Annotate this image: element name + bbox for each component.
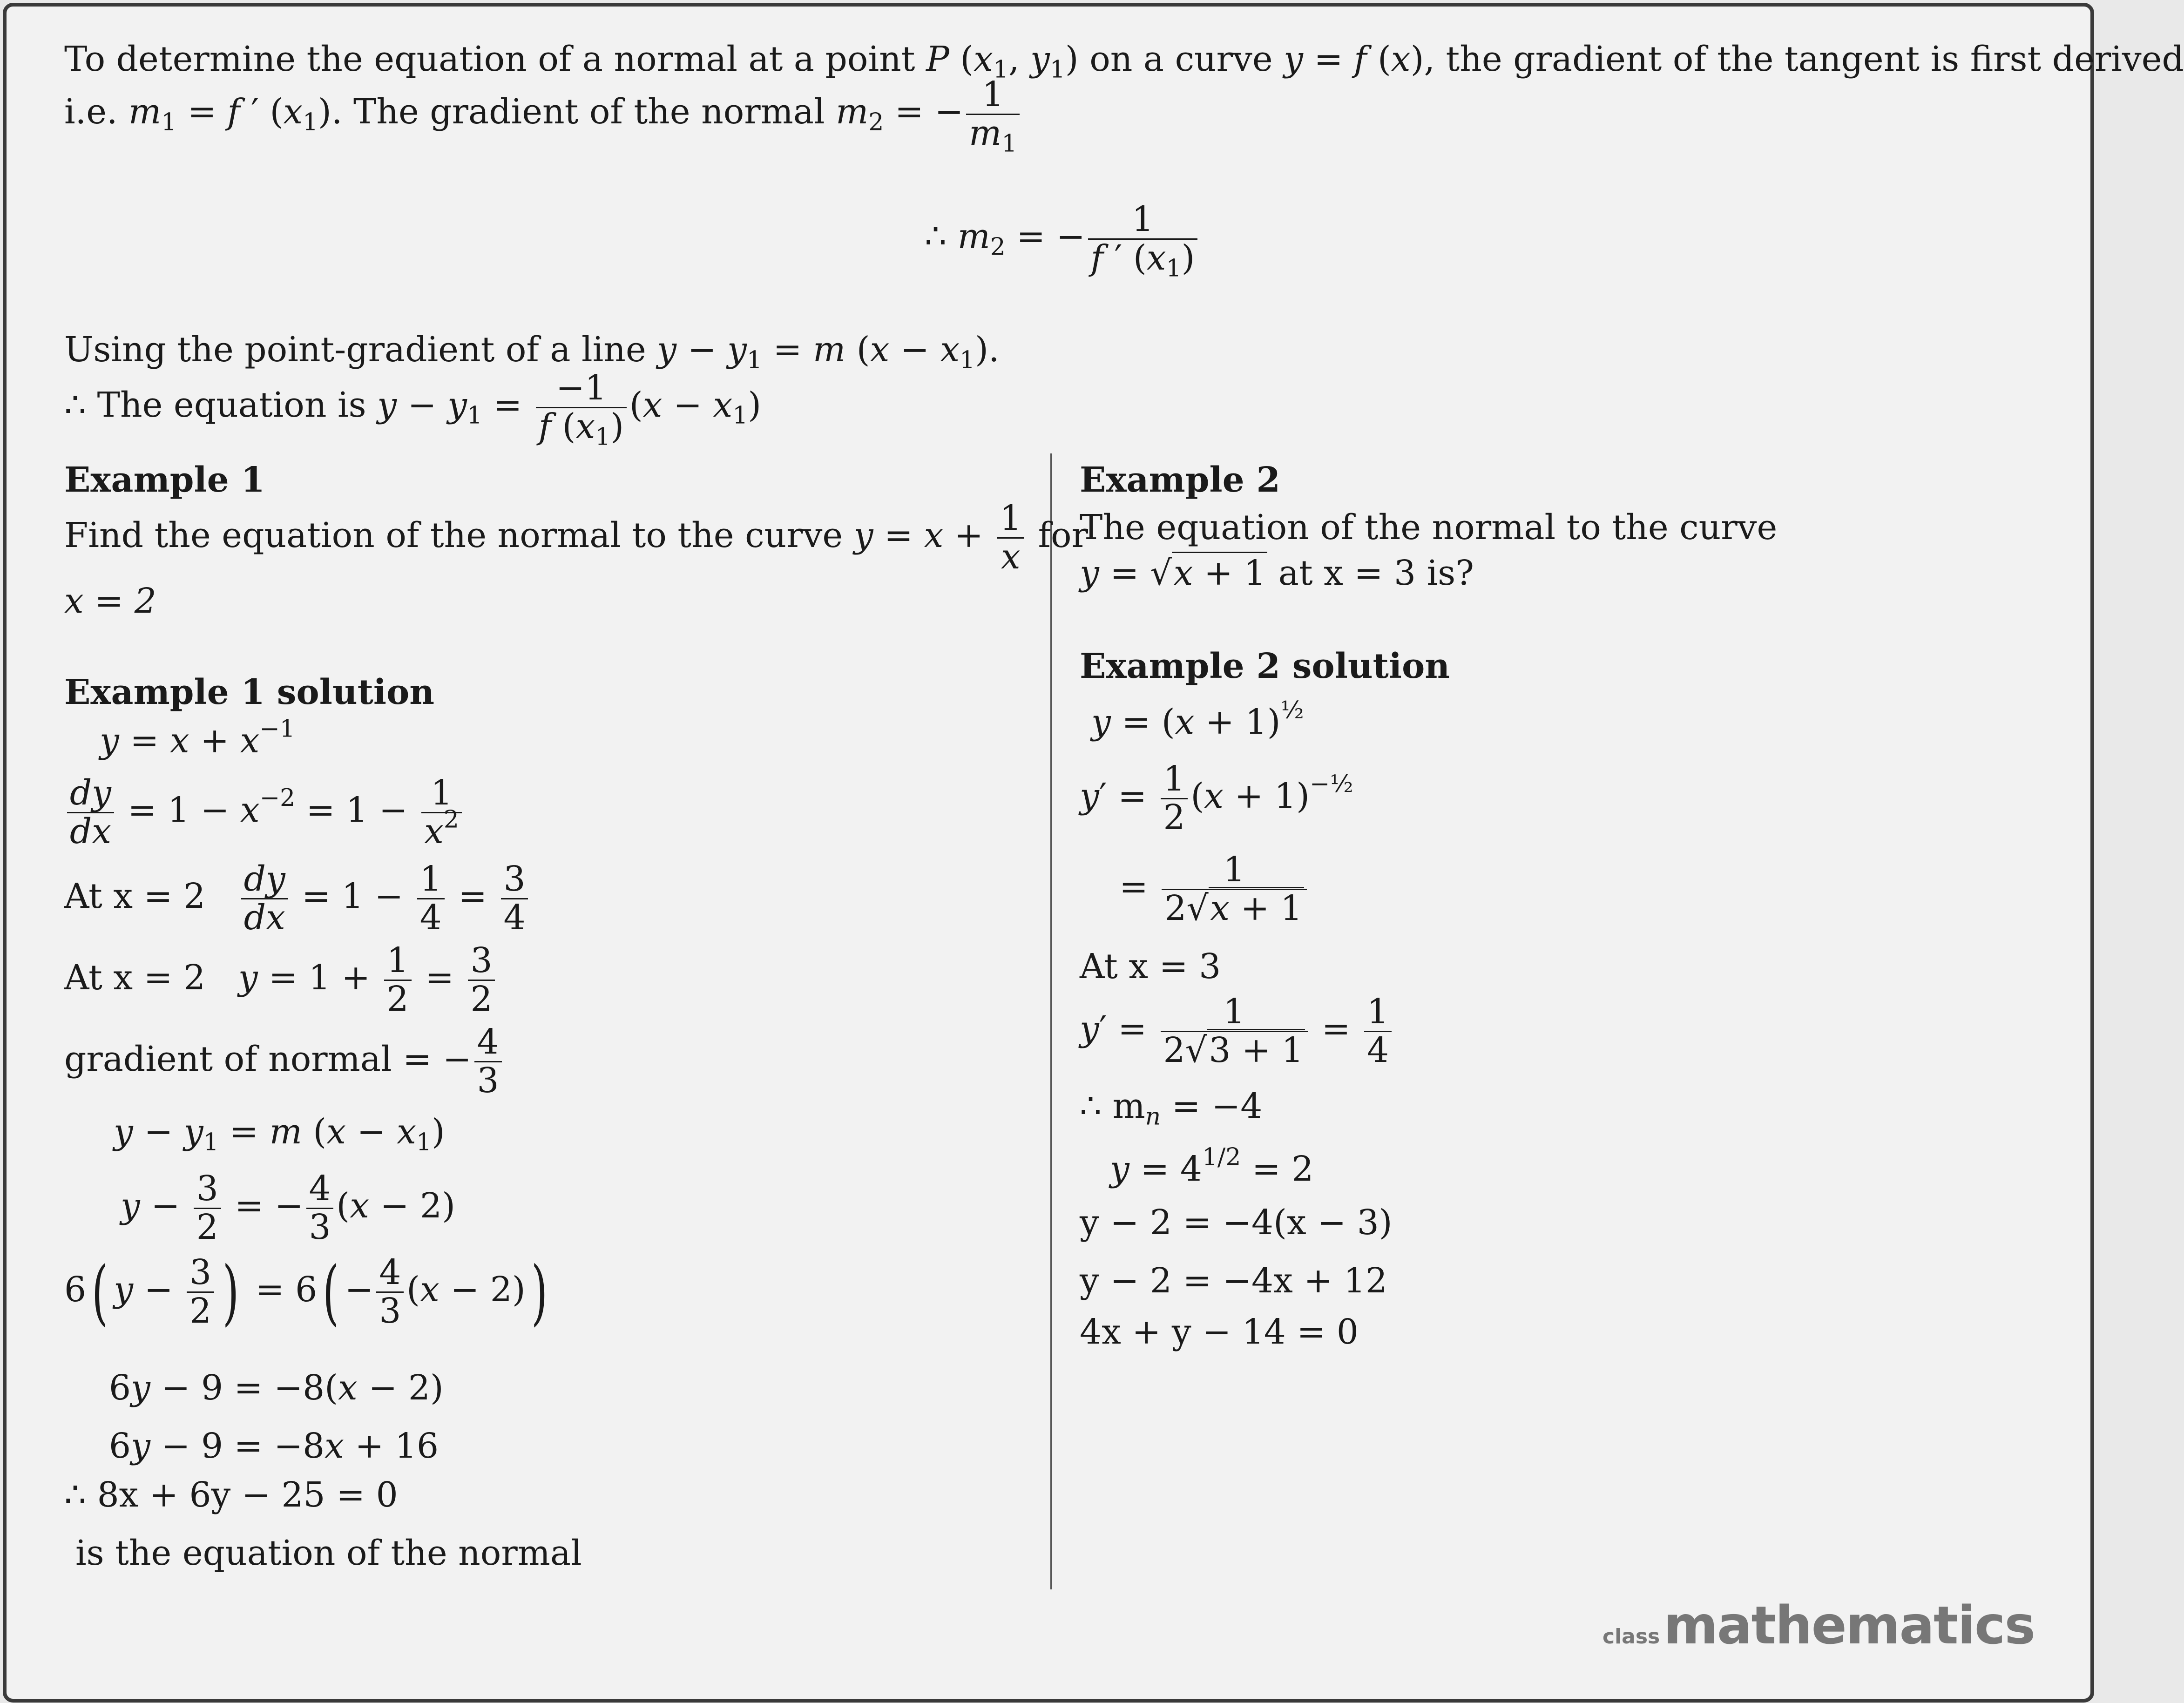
ex1-step-3: At x = 2 $\frac{dy}{dx}$ = 1 − $\frac{1}{4}$ = $\frac{3}{4}$ (64, 861, 531, 937)
ex2-at-x3: At x = 3 (1080, 946, 1221, 987)
example2-question-1: The equation of the normal to the curve (1080, 507, 1778, 547)
example1-heading: Example 1 (64, 460, 265, 500)
point-gradient-line: Using the point-gradient of a line $y - y_1 = m$ $(x - x_1)$. (64, 330, 1000, 374)
ex1-final-note: is the equation of the normal (75, 1533, 582, 1573)
ex2-step-9: 4x + y − 14 = 0 (1080, 1312, 1359, 1352)
ex1-step-1: $y = x + x^{-1}$ (100, 715, 295, 761)
example2-heading: Example 2 (1080, 460, 1280, 500)
normal-gradient-formula: ∴ $m_2$ = − $\frac{1}{f ' (x_1)}$ (925, 201, 1200, 277)
ex1-step-2: $\frac{dy}{dx}$ = $1 - x^{-2} = 1$ − $\frac{1}{x^2}$ (64, 775, 465, 851)
ex1-step-6: $y - y_1 = m$ $(x - x_1)$ (114, 1112, 445, 1156)
ex1-step-8: 6( y − $\frac{3}{2}$ ) = 6( − $\frac{4}{3}$ (x − 2)) (64, 1250, 548, 1333)
example1-question: Find the equation of the normal to the curve y = x + $\frac{1}{x}$ for (64, 498, 1088, 577)
ex2-step-7: y − 2 = −4(x − 3) (1080, 1203, 1393, 1243)
example2-solution-heading: Example 2 solution (1080, 646, 1450, 686)
normal-equation-general: ∴ The equation is $y - y_1$ = $\frac{-1}{f (x_1)}$ $(x - x_1)$ (64, 368, 762, 451)
example1-solution-heading: Example 1 solution (64, 672, 435, 712)
ex2-step-2: y′ = $\frac{1}{2}$ $(x + 1)^{-\frac{1}{2}}$ (1080, 759, 1353, 838)
ex2-step-6: $y = 4^{1/2} = 2$ (1110, 1143, 1314, 1189)
ex2-step-5: ∴ $m_n = -4$ (1080, 1086, 1263, 1131)
intro-line-2: i.e. $m_1 = f$ ′ $(x_1)$. The gradient of the normal $m_2$ = − $\frac{1}{m_1}$ (64, 76, 1022, 152)
ex1-step-4: At x = 2 y = 1 + $\frac{1}{2}$ = $\frac{3}{2}$ (64, 942, 498, 1018)
ex2-step-3: = $\frac{1}{2√x + 1}$ (1119, 852, 1310, 927)
ex1-step-5: gradient of normal = − $\frac{4}{3}$ (64, 1024, 504, 1100)
logo-small-text: class (1602, 1625, 1660, 1649)
intro-line-1: To determine the equation of a normal at a point P ($x_1$, $y_1$) on a curve y = f (x), the gradient of the tangent is first derived (64, 39, 2184, 84)
example1-question-x: x = 2 (64, 581, 156, 621)
ex2-step-1: $y = (x + 1)^{\frac{1}{2}}$ (1091, 696, 1304, 742)
classmathematics-logo (1603, 1595, 2035, 1656)
ex1-final-equation: ∴ 8x + 6y − 25 = 0 (64, 1475, 398, 1515)
ex2-step-8: y − 2 = −4x + 12 (1080, 1261, 1388, 1301)
ex1-step-10: 6y − 9 = −8x + 16 (109, 1426, 439, 1466)
example2-question-2: y = √x + 1 at x = 3 is? (1080, 556, 1474, 590)
logo-big-text: mathematics (1663, 1595, 2035, 1656)
ex1-step-7: y − $\frac{3}{2}$ = − $\frac{4}{3}$ (x − 2) (121, 1169, 455, 1247)
column-divider (1050, 453, 1052, 1589)
ex2-step-4: y′ = $\frac{1}{2√3 + 1}$ = $\frac{1}{4}$ (1080, 993, 1394, 1069)
content-card (3, 3, 2184, 1703)
ex1-step-9: 6y − 9 = −8(x − 2) (109, 1368, 444, 1408)
